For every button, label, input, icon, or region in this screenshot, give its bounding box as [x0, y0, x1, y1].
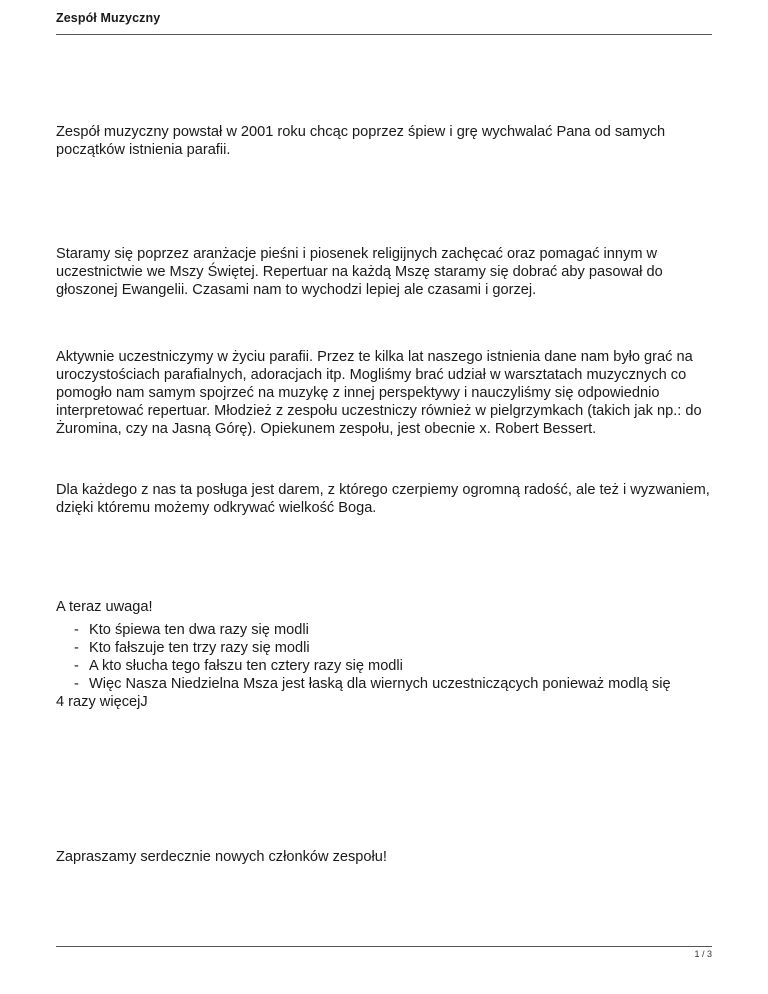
- list-item: [56, 639, 716, 657]
- header-divider: [56, 34, 712, 35]
- page-header: [56, 11, 712, 25]
- page-number: 1 / 3: [694, 949, 712, 959]
- list-item: [56, 657, 716, 675]
- list-item-continuation: 4 razy więcejJ: [56, 694, 148, 710]
- list-dash: -: [74, 676, 79, 692]
- list-item: [56, 675, 716, 711]
- page-title: Zespół Muzyczny: [56, 11, 161, 25]
- paragraph-activity: Aktywnie uczestniczymy w życiu parafii. Przez te kilka lat naszego istnienia dane nam było grać na uroczystościach parafialnych, adoracjach itp. Mogliśmy brać udział w warsztatach muzycznych co pomogło nam samym spojrzeć na muzykę z innej perspektywy i nauczyliśmy się odpowiednio interpretować repertuar. Młodzież z zespołu uczestniczy również w pielgrzymkach (takich jak np.: do Żuromina, czy na Jasną Górę). Opiekunem zespołu, jest obecnie x. Robert Bessert.: [56, 349, 702, 437]
- list-dash: -: [74, 658, 79, 674]
- list-item: [56, 621, 716, 639]
- list-item-text: A kto słucha tego fałszu ten cztery razy się modli: [89, 658, 403, 674]
- paragraph-repertoire: Staramy się poprzez aranżacje pieśni i piosenek religijnych zachęcać oraz pomagać innym w uczestnictwie we Mszy Świętej. Repertuar na każdą Mszę staramy się dobrać aby pasował do głoszonej Ewangelii. Czasami nam to wychodzi lepiej ale czasami i gorzej.: [56, 246, 663, 298]
- page-footer: [56, 946, 712, 959]
- paragraph-intro: Zespół muzyczny powstał w 2001 roku chcąc poprzez śpiew i grę wychwalać Pana od samych początków istnienia parafii.: [56, 124, 666, 158]
- saying-list: [56, 621, 716, 711]
- paragraph-service: Dla każdego z nas ta posługa jest darem, z którego czerpiemy ogromną radość, ale też i wyzwaniem, dzięki któremu możemy odkrywać wielkość Boga.: [56, 482, 710, 516]
- paragraph-attention: A teraz uwaga!: [56, 599, 153, 615]
- list-item-text: Kto śpiewa ten dwa razy się modli: [89, 622, 309, 638]
- list-dash: -: [74, 622, 79, 638]
- list-dash: -: [74, 640, 79, 656]
- paragraph-invitation: Zapraszamy serdecznie nowych członków zespołu!: [56, 849, 387, 865]
- list-item-text: Kto fałszuje ten trzy razy się modli: [89, 640, 310, 656]
- footer-divider: [56, 946, 712, 947]
- list-item-text: Więc Nasza Niedzielna Msza jest łaską dla wiernych uczestniczących ponieważ modlą się: [89, 676, 671, 692]
